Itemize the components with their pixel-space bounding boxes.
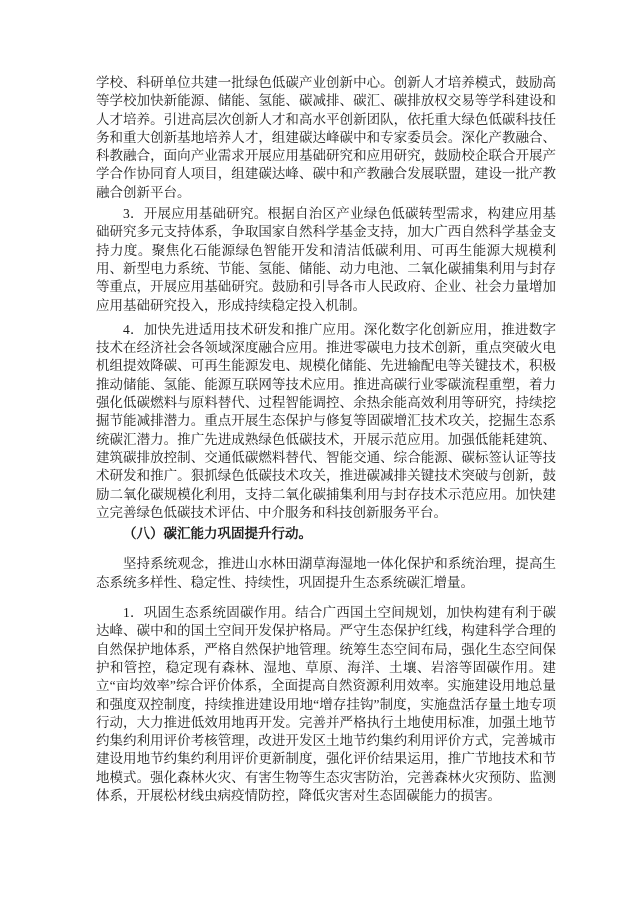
paragraph-item-1: 1．巩固生态系统固碳作用。结合广西国土空间规划，加快构建有利于碳达峰、碳中和的国土空间开发保护格局。严守生态保护红线，构建科学合理的自然保护地体系，严格自然保护地管理。统筹生态空间布局，强化生态空间保护和管控，稳定现有森林、湿地、草原、海洋、土壤、岩溶等固碳作用。建立“亩均效率”综合评价体系，全面提高自然资源利用效率。实施建设用地总量和强度双控制度，持续推进建设用地“增存挂钩”制度，实施盘活存量土地专项行动，大力推进低效用地再开发。完善并严格执行土地使用标准，加强土地节约集约利用评价考核管理，改进开发区土地节约集约利用评价方式，完善城市建设用地节约集约利用评价更新制度，强化评价结果运用，推广节地技术和节地模式。强化森林火灾、有害生物等生态灾害防治，完善森林火灾预防、监测体系，开展松材线虫病疫情防控，降低灾害对生态固碳能力的损害。 bbox=[96, 605, 556, 803]
paragraph-lead: 坚持系统观念，推进山水林田湖草海湿地一体化保护和系统治理，提高生态系统多样性、稳定性、持续性，巩固提升生态系统碳汇增量。 bbox=[96, 556, 556, 590]
paragraph-item-3: 3．开展应用基础研究。根据自治区产业绿色低碳转型需求，构建应用基础研究多元支持体系，争取国家自然科学基金支持，加大广西自然科学基金支持力度。聚焦化石能源绿色智能开发和清洁低碳利用、可再生能源大规模利用、新型电力系统、节能、氢能、储能、动力电池、二氧化碳捕集利用与封存等重点，开展应用基础研究。鼓励和引导各市人民政府、企业、社会力量增加应用基础研究投入，形成持续稳定投入机制。 bbox=[96, 206, 556, 313]
paragraph-item-4: 4．加快先进适用技术研发和推广应用。深化数字化创新应用，推进数字技术在经济社会各领域深度融合应用。推进零碳电力技术创新，重点突破火电机组提效降碳、可再生能源发电、规模化储能、先进输配电等关键技术，积极推动储能、氢能、能源互联网等技术应用。推进高碳行业零碳流程重塑，着力强化低碳燃料与原料替代、过程智能调控、余热余能高效利用等研究，持续挖掘节能减排潜力。重点开展生态保护与修复等固碳增汇技术攻关，挖掘生态系统碳汇潜力。推广先进成熟绿色低碳技术，开展示范应用。加强低能耗建筑、建筑碳排放控制、交通低碳燃料替代、智能交通、综合能源、碳标签认证等技术研发和推广。狠抓绿色低碳技术攻关，推进碳减排关键技术突破与创新，鼓励二氧化碳规模化利用，支持二氧化碳捕集利用与封存技术示范应用。加快建立完善绿色低碳技术评估、中介服务和科技创新服务平台。 bbox=[96, 321, 556, 520]
document-text-block bbox=[96, 74, 556, 809]
paragraph-continuation: 学校、科研单位共建一批绿色低碳产业创新中心。创新人才培养模式，鼓励高等学校加快新能源、储能、氢能、碳减排、碳汇、碳排放权交易等学科建设和人才培养。引进高层次创新人才和高水平创新团队，依托重大绿色低碳科技任务和重大创新基地培养人才，组建碳达峰碳中和专家委员会。深化产教融合、科教融合，面向产业需求开展应用基础研究和应用研究，鼓励校企联合开展产学合作协同育人项目，组建碳达峰、碳中和产教融合发展联盟，建设一批产教融合创新平台。 bbox=[96, 75, 556, 200]
section-heading-8: （八）碳汇能力巩固提升行动。 bbox=[123, 526, 312, 542]
